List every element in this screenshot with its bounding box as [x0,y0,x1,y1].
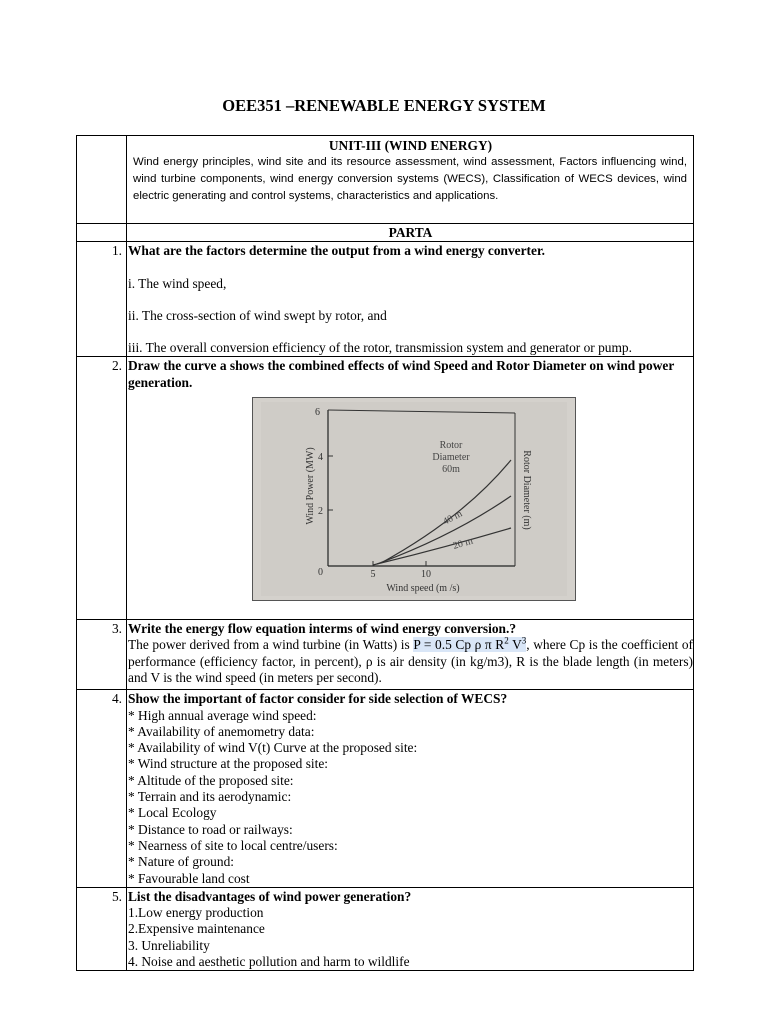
curve-label: 20 m [451,535,475,552]
question-cell [127,357,694,620]
list-item: * Terrain and its aerodynamic: [128,789,292,805]
answer-text: , where Cp is the coefficient of performance (efficiency factor, in percent), ρ is air density (in kg/m3), R is the blade length (in meters) and V is the wind speed (in meters per second). [128,637,694,685]
unit-row [77,136,694,224]
question-text: Draw the curve a shows the combined effects of wind Speed and Rotor Diameter on wind power generation. [128,358,675,390]
y-tick-label: 4 [318,452,323,464]
question-cell [127,887,694,970]
question-number: 2. [77,357,127,620]
answer-line: ii. The cross-section of wind swept by rotor, and [128,307,387,323]
answer-line: i. The wind speed, [128,275,227,291]
question-text: List the disadvantages of wind power generation? [128,888,412,904]
question-row [77,887,694,970]
y-tick-label: 6 [315,407,320,419]
equation-exponent: 2 [504,635,509,646]
equation-exponent: 3 [521,635,527,646]
list-item: * Nature of ground: [128,854,234,870]
x-axis-title: Wind speed (m /s) [386,583,460,595]
part-row [77,224,694,242]
list-item: * Favourable land cost [128,870,250,886]
question-text: Write the energy flow equation interms of wind energy conversion.? [128,621,517,637]
unit-description: Wind energy principles, wind site and its resource assessment, wind assessment, Factors influencing wind, wind turbine components, wind energy conversion systems (WECS), Classification of WECS devices, wind electric generating and control systems, characteristics and applications. [133,156,687,203]
list-item: * Availability of anemometry data: [128,723,315,739]
unit-heading: UNIT-III (WIND ENERGY) [328,138,493,153]
list-item: * Availability of wind V(t) Curve at the proposed site: [128,740,418,756]
curve-label: 60m [442,464,460,476]
part-num-cell [77,224,127,242]
curve-label: 40 m [441,508,465,528]
list-item: 1.Low energy production [128,905,264,921]
list-item: * Local Ecology [128,805,217,821]
question-row [77,242,694,357]
list-item: * Altitude of the proposed site: [128,772,294,788]
list-item: * High annual average wind speed: [128,707,317,723]
equation-part: P = 0.5 Cp ρ π R [413,637,505,653]
curve-label: Diameter [432,452,470,464]
wind-power-equation [413,637,526,652]
question-number: 4. [77,690,127,888]
list-item: 3. Unreliability [128,937,210,953]
equation-part: V [508,637,522,653]
wind-power-curve-figure [252,397,576,601]
list-item: * Nearness of site to local centre/users: [128,837,338,853]
curve-label: Rotor [439,440,463,452]
y-axis-title: Wind Power (MW) [305,447,316,525]
answer-text: The power derived from a wind turbine (in Watts) is [128,637,414,653]
list-item: 4. Noise and aesthetic pollution and harm to wildlife [128,954,410,970]
question-text: Show the important of factor consider for side selection of WECS? [128,691,508,707]
y-tick-label: 2 [318,506,323,518]
question-number: 3. [77,620,127,690]
figure-container [128,391,693,619]
question-text: What are the factors determine the output from a wind energy converter. [128,243,546,259]
unit-cell [127,136,694,224]
list-item: 2.Expensive maintenance [128,921,265,937]
list-item: * Distance to road or railways: [128,821,293,837]
question-row [77,357,694,620]
question-row [77,620,694,690]
question-number: 5. [77,887,127,970]
question-cell [127,620,694,690]
question-table [76,135,694,971]
y-tick-label: 0 [318,567,323,579]
y2-axis-title: Rotor Diameter (m) [521,450,532,530]
question-row [77,690,694,888]
question-cell [127,690,694,888]
question-cell [127,242,694,357]
list-item: * Wind structure at the proposed site: [128,756,329,772]
x-tick-label: 10 [421,569,431,581]
document-title: OEE351 –RENEWABLE ENERGY SYSTEM [222,96,546,115]
unit-num-cell [77,136,127,224]
question-number: 1. [77,242,127,357]
x-tick-label: 5 [370,569,376,581]
part-label: PARTA [127,224,694,242]
answer-line: iii. The overall conversion efficiency of the rotor, transmission system and generator or pump. [128,340,632,356]
